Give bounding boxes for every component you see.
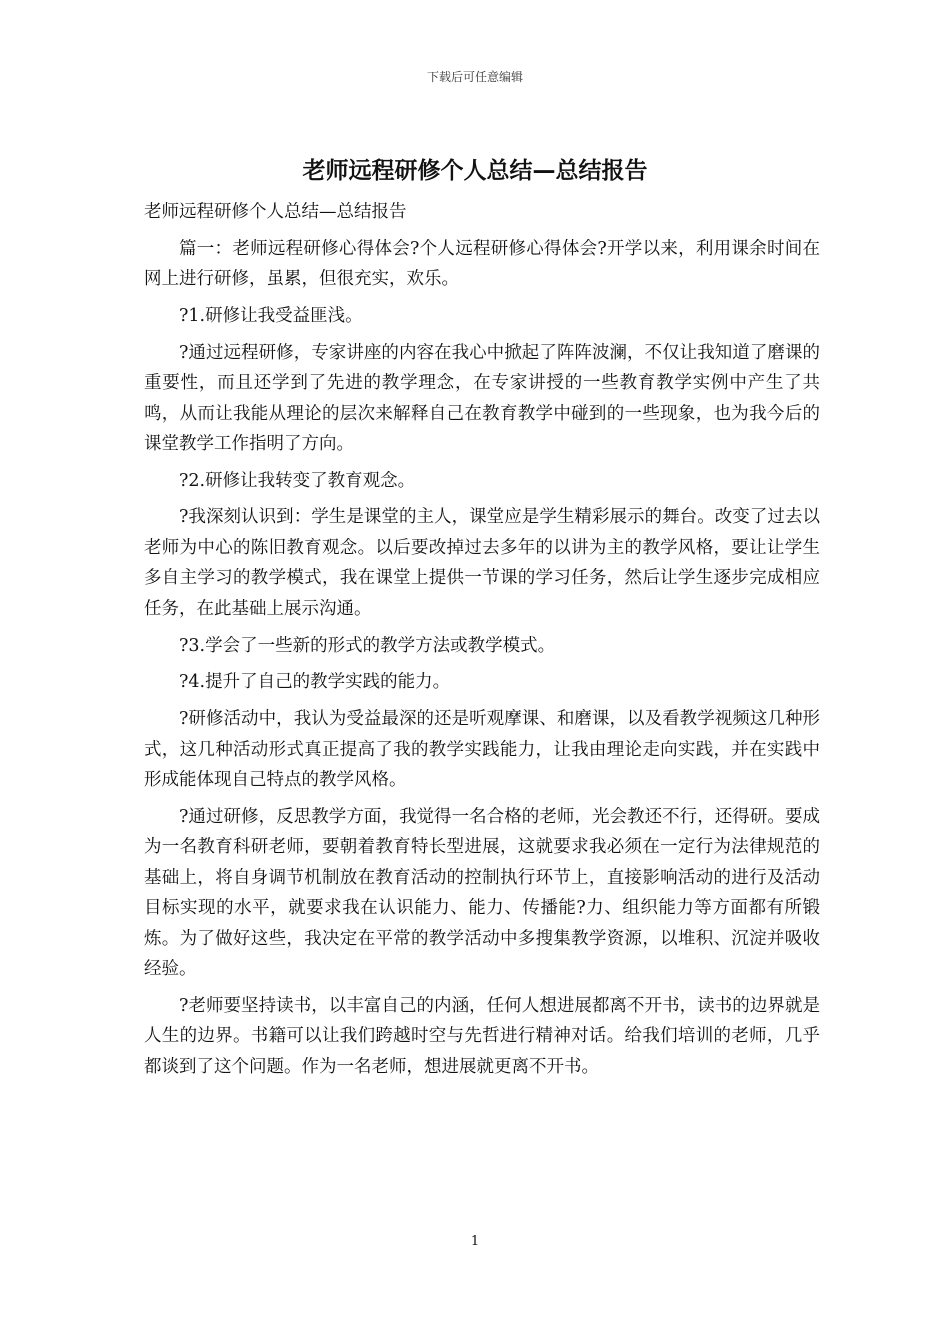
paragraph: ?通过远程研修，专家讲座的内容在我心中掀起了阵阵波澜，不仅让我知道了磨课的重要性，而且还学到了先进的教学理念，在专家讲授的一些教育教学实例中产生了共鸣，从而让我能从理论的层次来解释自己在教育教学中碰到的一些现象，也为我今后的课堂教学工作指明了方向。 [144,342,820,455]
paragraph: ?4.提升了自己的教学实践的能力。 [179,672,451,693]
paragraph: 篇一：老师远程研修心得体会?个人远程研修心得体会?开学以来，利用课余时间在网上进行研修，虽累，但很充实，欢乐。 [144,238,820,290]
paragraph: ?我深刻认识到：学生是课堂的主人，课堂应是学生精彩展示的舞台。改变了过去以老师为中心的陈旧教育观念。以后要改掉过去多年的以讲为主的教学风格，要让让学生多自主学习的教学模式，我在课堂上提供一节课的学习任务，然后让学生逐步完成相应任务，在此基础上展示沟通。 [144,507,820,619]
document-body [144,197,820,1089]
paragraph: ?老师要坚持读书，以丰富自己的内涵，任何人想进展都离不开书，读书的边界就是人生的边界。书籍可以让我们跨越时空与先哲进行精神对话。给我们培训的老师，几乎都谈到了这个问题。作为一名老师，想进展就更离不开书。 [144,995,820,1077]
paragraph: ?通过研修，反思教学方面，我觉得一名合格的老师，光会教还不行，还得研。要成为一名教育科研老师，要朝着教育特长型进展，这就要求我必须在一定行为法律规范的基础上，将自身调节机制放在教育活动的控制执行环节上，直接影响活动的进行及活动目标实现的水平，就要求我在认识能力、能力、传播能?力、组织能力等方面都有所锻炼。为了做好这些，我决定在平常的教学活动中多搜集教学资源，以堆积、沉淀并吸收经验。 [144,806,820,980]
page-header-note: 下载后可任意编辑 [426,70,523,84]
paragraph: ?1.研修让我受益匪浅。 [179,305,363,326]
paragraph: ?研修活动中，我认为受益最深的还是听观摩课、和磨课，以及看教学视频这几种形式，这几种活动形式真正提高了我的教学实践能力，让我由理论走向实践，并在实践中形成能体现自己特点的教学风格。 [144,709,820,790]
paragraph: ?3.学会了一些新的形式的教学方法或教学模式。 [179,635,556,656]
paragraph-subtitle: 老师远程研修个人总结—总结报告 [144,202,407,222]
page-number: 1 [470,1234,480,1249]
document-title: 老师远程研修个人总结—总结报告 [302,158,648,184]
paragraph: ?2.研修让我转变了教育观念。 [179,470,416,491]
